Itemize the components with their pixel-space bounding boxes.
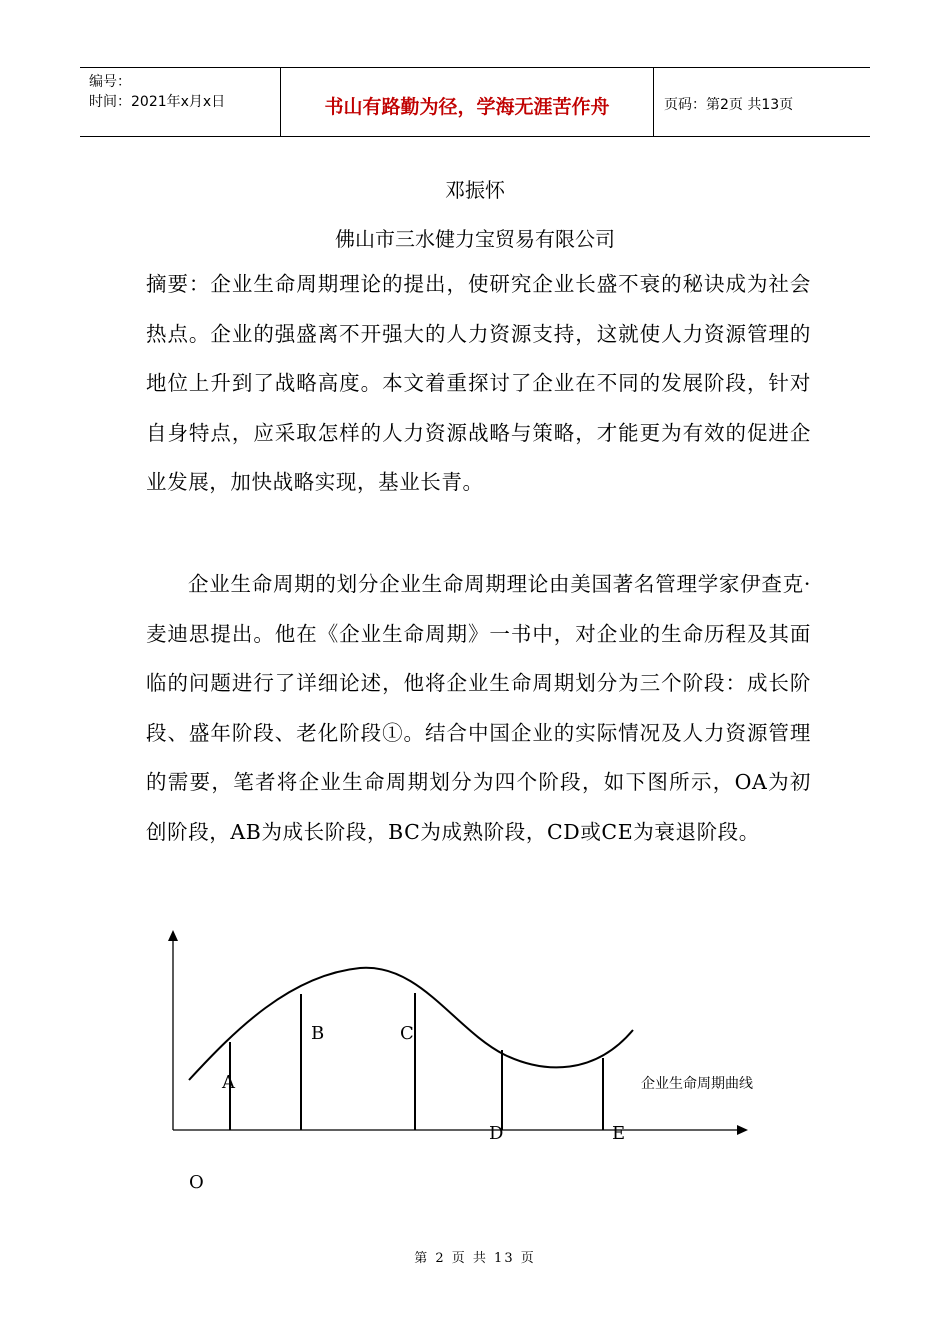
label-b: B [311,1023,325,1044]
number-label: 编号： [89,74,131,90]
page-footer: 第 2 页 共 13 页 [414,1251,536,1266]
label-e: E [612,1123,626,1144]
label-c: C [400,1023,414,1044]
motto: 书山有路勤为径，学海无涯苦作舟 [324,96,610,118]
label-d: D [489,1123,504,1144]
abstract-paragraph: 摘要：企业生命周期理论的提出，使研究企业长盛不衰的秘诀成为社会热点。企业的强盛离不开强大的人力资源支持，这就使人力资源管理的地位上升到了战略高度。本文着重探讨了企业在不同的发展阶段，针对自身特点，应采取怎样的人力资源战略与策略，才能更为有效的促进企业发展，加快战略实现，基业长青。 [146,272,811,494]
label-origin: O [189,1172,204,1193]
body-paragraph: 企业生命周期的划分企业生命周期理论由美国著名管理学家伊查克·麦迪思提出。他在《企业生命周期》一书中，对企业的生命历程及其面临的问题进行了详细论述，他将企业生命周期划分为三个阶段：成长阶段、盛年阶段、老化阶段①。结合中国企业的实际情况及人力资源管理的需要，笔者将企业生命周期划分为四个阶段，如下图所示，OA为初创阶段，AB为成长阶段，BC为成熟阶段，CD或CE为衰退阶段。 [146,572,811,844]
curve-label: 企业生命周期曲线 [641,1076,753,1092]
company-name: 佛山市三水健力宝贸易有限公司 [335,227,615,251]
label-a: A [222,1072,235,1093]
x-axis-arrow-icon [737,1125,748,1135]
author-name: 邓振怀 [445,178,505,202]
page-code: 页码：第2页 共13页 [664,97,794,113]
y-axis-arrow-icon [168,930,178,941]
time-label: 时间：2021年x月x日 [89,94,226,110]
